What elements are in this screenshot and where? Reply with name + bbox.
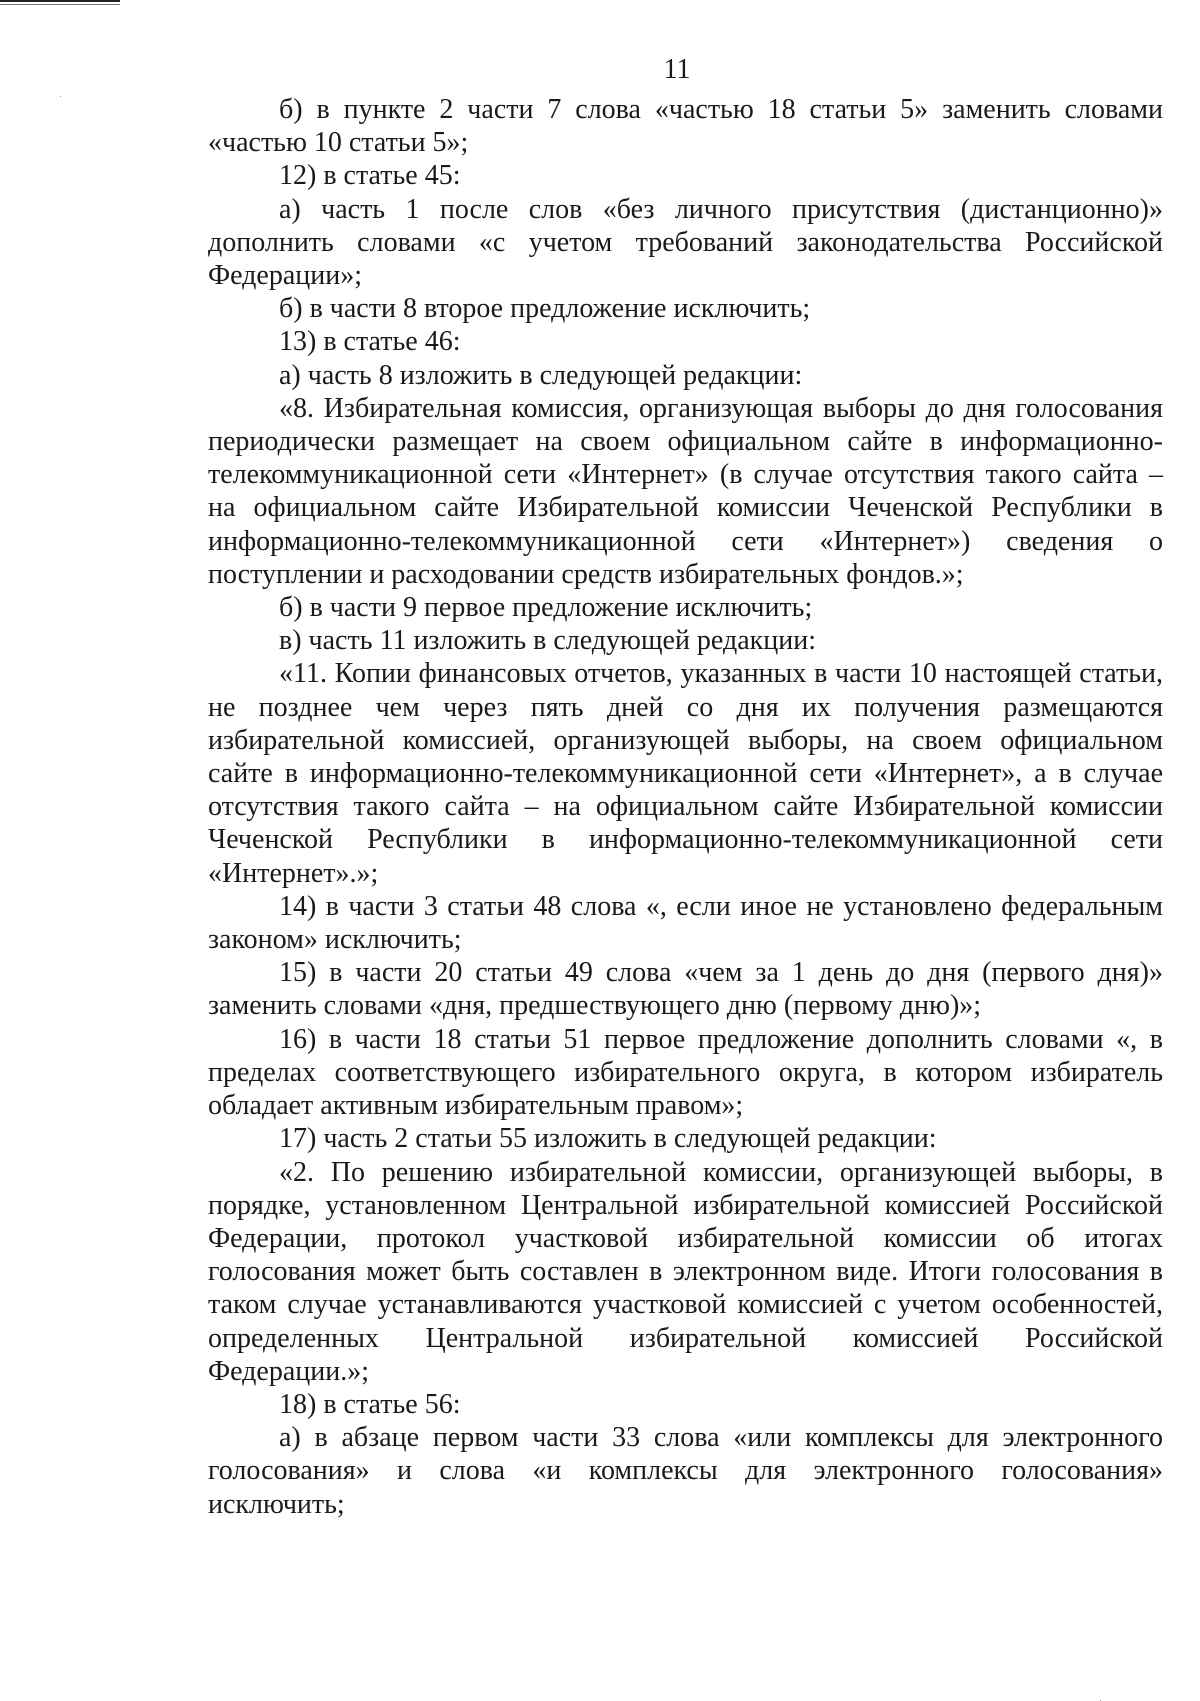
paragraph: «2. По решению избирательной комиссии, организующей выборы, в порядке, установленном Центральной избирательной комиссией Российской Федерации, протокол участковой избирательной комиссии об итогах голосования может быть составлен в электронном виде. Итоги голосования в таком случае устанавливаются участковой комиссией с учетом особенностей, определенных Центральной избирательной комиссией Российской Федерации.»; xyxy=(208,1156,1163,1387)
paragraph: «11. Копии финансовых отчетов, указанных в части 10 настоящей статьи, не позднее чем через пять дней со дня их получения размещаются избирательной комиссией, организующей выборы, на своем официальном сайте в информационно-телекоммуникационной сети «Интернет», а в случае отсутствия такого сайта – на официальном сайте Избирательной комиссии Чеченской Республики в информационно-телекоммуникационной сети «Интернет».»; xyxy=(208,658,1163,889)
scan-speck xyxy=(60,96,61,97)
paragraph: «8. Избирательная комиссия, организующая выборы до дня голосования периодически размещает на своем официальном сайте в информационно-телекоммуникационной сети «Интернет» (в случае отсутствия такого сайта – на официальном сайте Избирательной комиссии Чеченской Республики в информационно-телекоммуникационной сети «Интернет») сведения о поступлении и расходовании средств избирательных фондов.»; xyxy=(208,392,1163,590)
paragraph: б) в части 9 первое предложение исключить; xyxy=(279,592,813,624)
paragraph: в) часть 11 изложить в следующей редакции: xyxy=(279,625,816,657)
paragraph: 18) в статье 56: xyxy=(279,1388,461,1420)
paragraph: б) в части 8 второе предложение исключить; xyxy=(279,293,811,325)
paragraph: 13) в статье 46: xyxy=(279,326,461,358)
page-number: 11 xyxy=(663,54,691,85)
paragraph: а) часть 1 после слов «без личного присутствия (дистанционно)» дополнить словами «с учетом требований законодательства Российской Федерации»; xyxy=(208,193,1163,292)
paragraph: 17) часть 2 статьи 55 изложить в следующей редакции: xyxy=(279,1123,937,1155)
paragraph: 15) в части 20 статьи 49 слова «чем за 1 день до дня (первого дня)» заменить словами «дня, предшествующего дню (первому дню)»; xyxy=(208,957,1163,1022)
document-body xyxy=(208,93,1163,1521)
paragraph: а) часть 8 изложить в следующей редакции: xyxy=(279,359,803,391)
paragraph: 14) в части 3 статьи 48 слова «, если иное не установлено федеральным законом» исключить; xyxy=(208,890,1163,956)
paragraph: а) в абзаце первом части 33 слова «или комплексы для электронного голосования» и слова «и комплексы для электронного голосования» исключить; xyxy=(208,1422,1163,1520)
paragraph: 12) в статье 45: xyxy=(279,160,461,192)
paragraph: 16) в части 18 статьи 51 первое предложение дополнить словами «, в пределах соответствующего избирательного округа, в котором избиратель обладает активным избирательным правом»; xyxy=(208,1023,1163,1122)
scan-edge-mark-thin xyxy=(0,4,120,5)
paragraph: б) в пункте 2 части 7 слова «частью 18 статьи 5» заменить словами «частью 10 статьи 5»; xyxy=(208,94,1163,159)
scan-edge-mark xyxy=(0,0,120,2)
